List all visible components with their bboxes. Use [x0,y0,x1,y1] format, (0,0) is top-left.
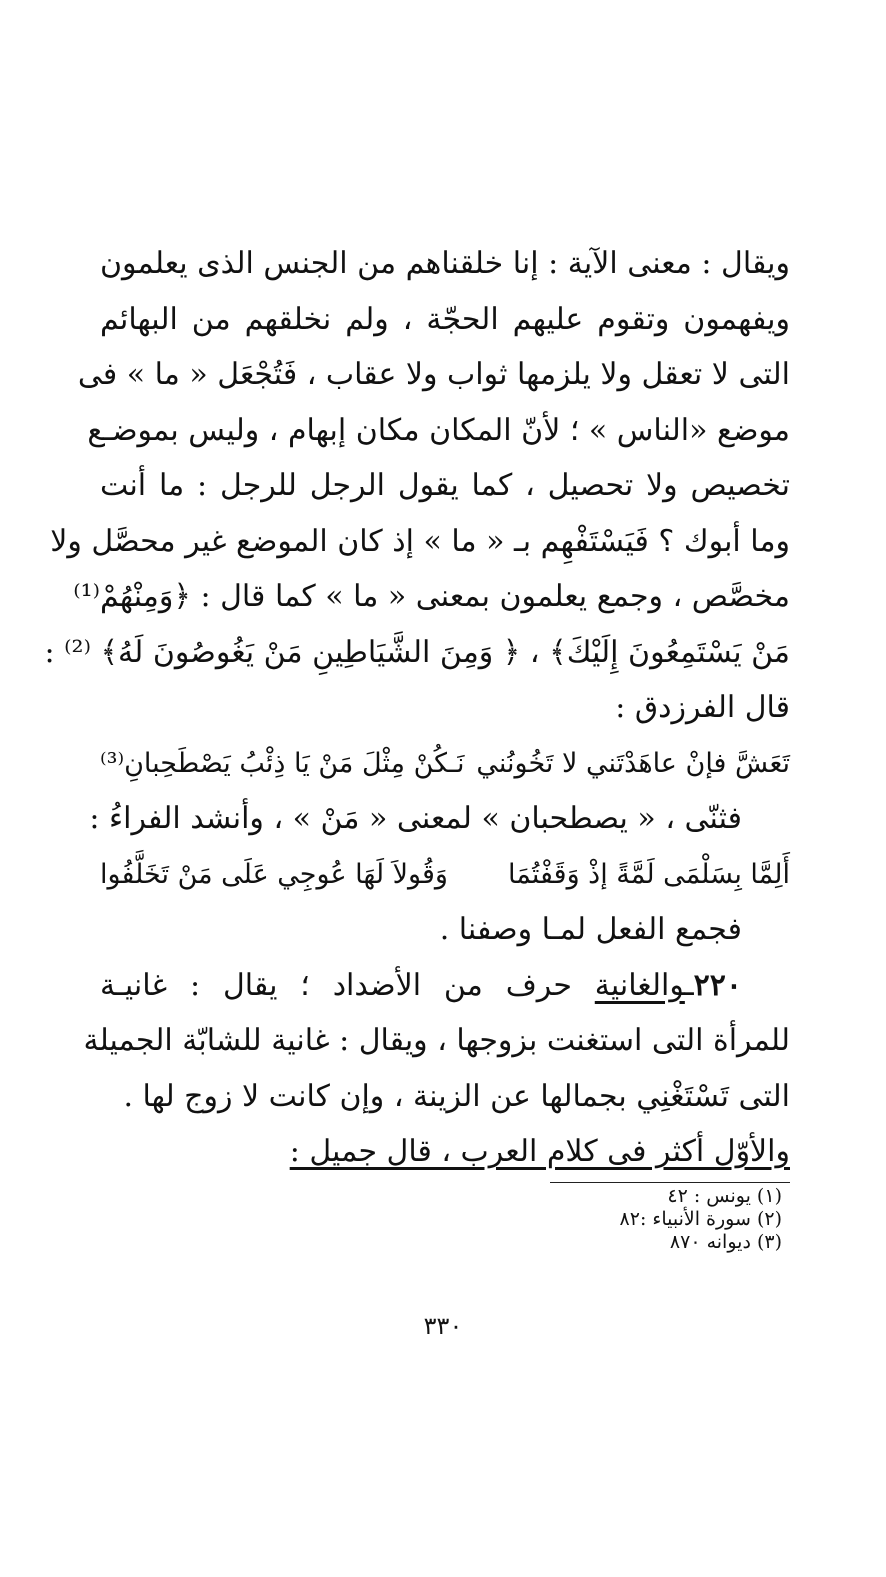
entry-text: حرف من الأضداد ؛ يقال : غانيـة [100,967,595,1003]
paragraph-after-verse-1 [89,791,790,847]
entry-headword: والغانية [594,967,685,1003]
entry-220 [83,958,790,1180]
text-line: التى لا تعقل ولا يلزمها ثواب ولا عقاب ، فَتُجْعَل « ما » فى [77,357,790,392]
text-line: التى تَسْتَغْنِي بجمالها عن الزينة ، وإن كانت لا زوج لها . [123,1078,790,1114]
verse-farazdaq [100,736,790,792]
verse-first-hemistich: تَعَشَّ فإنْ عاهَدْتَني لا تَخُونُني [476,747,790,779]
entry-first-line [100,958,790,1014]
footnotes [100,1185,790,1254]
page-body [44,236,790,1254]
text-line [100,1124,790,1180]
footnote-1: (١) يونس : ٤٢ [667,1184,782,1207]
verse-first-hemistich: أَلِمَّا بِسَلْمَى لَمَّةً إذْ وَقَفْتُمَا [508,858,790,890]
paragraph-1 [44,236,790,736]
entry-number: ٢٢٠ [693,967,742,1003]
verse-second-hemistich: وَقُولاَ لَهَا عُوجِي عَلَى مَنْ تَخَلَّفُوا [100,858,448,890]
text-line: ويفهمون وتقوم عليهم الحجّة ، ولم نخلقهم من البهائم [100,301,790,337]
page-number: ٣٣٠ [423,1312,463,1340]
text-line: للمرأة التى استغنت بزوجها ، ويقال : غانية للشابّة الجميلة [83,1023,790,1058]
entry-dash: ـ [684,967,694,1003]
text-line: قال الفرزدق : [615,690,790,725]
footnote-3: (٣) ديوانه ٨٧٠ [669,1230,782,1253]
text-line: فجمع الفعل لمـا وصفنا . [439,912,742,947]
footnote-divider [550,1182,790,1183]
text-line: مخصَّص ، وجمع يعلمون بمعنى « ما » كما قال : ﴿وَمِنْهُمْ⁽¹⁾ [73,579,790,614]
footnote-2: (٢) سورة الأنبياء :٨٢ [619,1207,782,1230]
text-line: مَنْ يَسْتَمِعُونَ إِلَيْكَ﴾ ، ﴿ وَمِنَ الشَّيَاطِينِ مَنْ يَغُوصُونَ لَهُ﴾ ⁽²⁾ : [44,634,790,670]
text-line: وما أبوك ؟ فَيَسْتَفْهِم بـ « ما » إذ كان الموضع غير محصَّل ولا [50,523,790,559]
last-line-text: والأوّل أكثر فى كلام العرب ، قال جميل : [289,1134,790,1169]
text-line: تخصيص ولا تحصيل ، كما يقول الرجل للرجل : ما أنت [100,468,790,503]
text-line: ويقال : معنى الآية : إنا خلقناهم من الجنس الذى يعلمون [100,246,790,281]
paragraph-after-verse-2 [100,902,790,958]
verse-second-hemistich: نَـكُنْ مِثْلَ مَنْ يَا ذِئْبُ يَصْطَحِبانِ⁽³⁾ [100,747,465,779]
verse-farra [100,847,790,903]
text-line: موضع «الناس » ؛ لأنّ المكان مكان إبهام ، وليس بموضـع [87,412,790,448]
text-line: فثنّى ، « يصطحبان » لمعنى « مَنْ » ، وأنشد الفراءُ : [89,801,742,836]
